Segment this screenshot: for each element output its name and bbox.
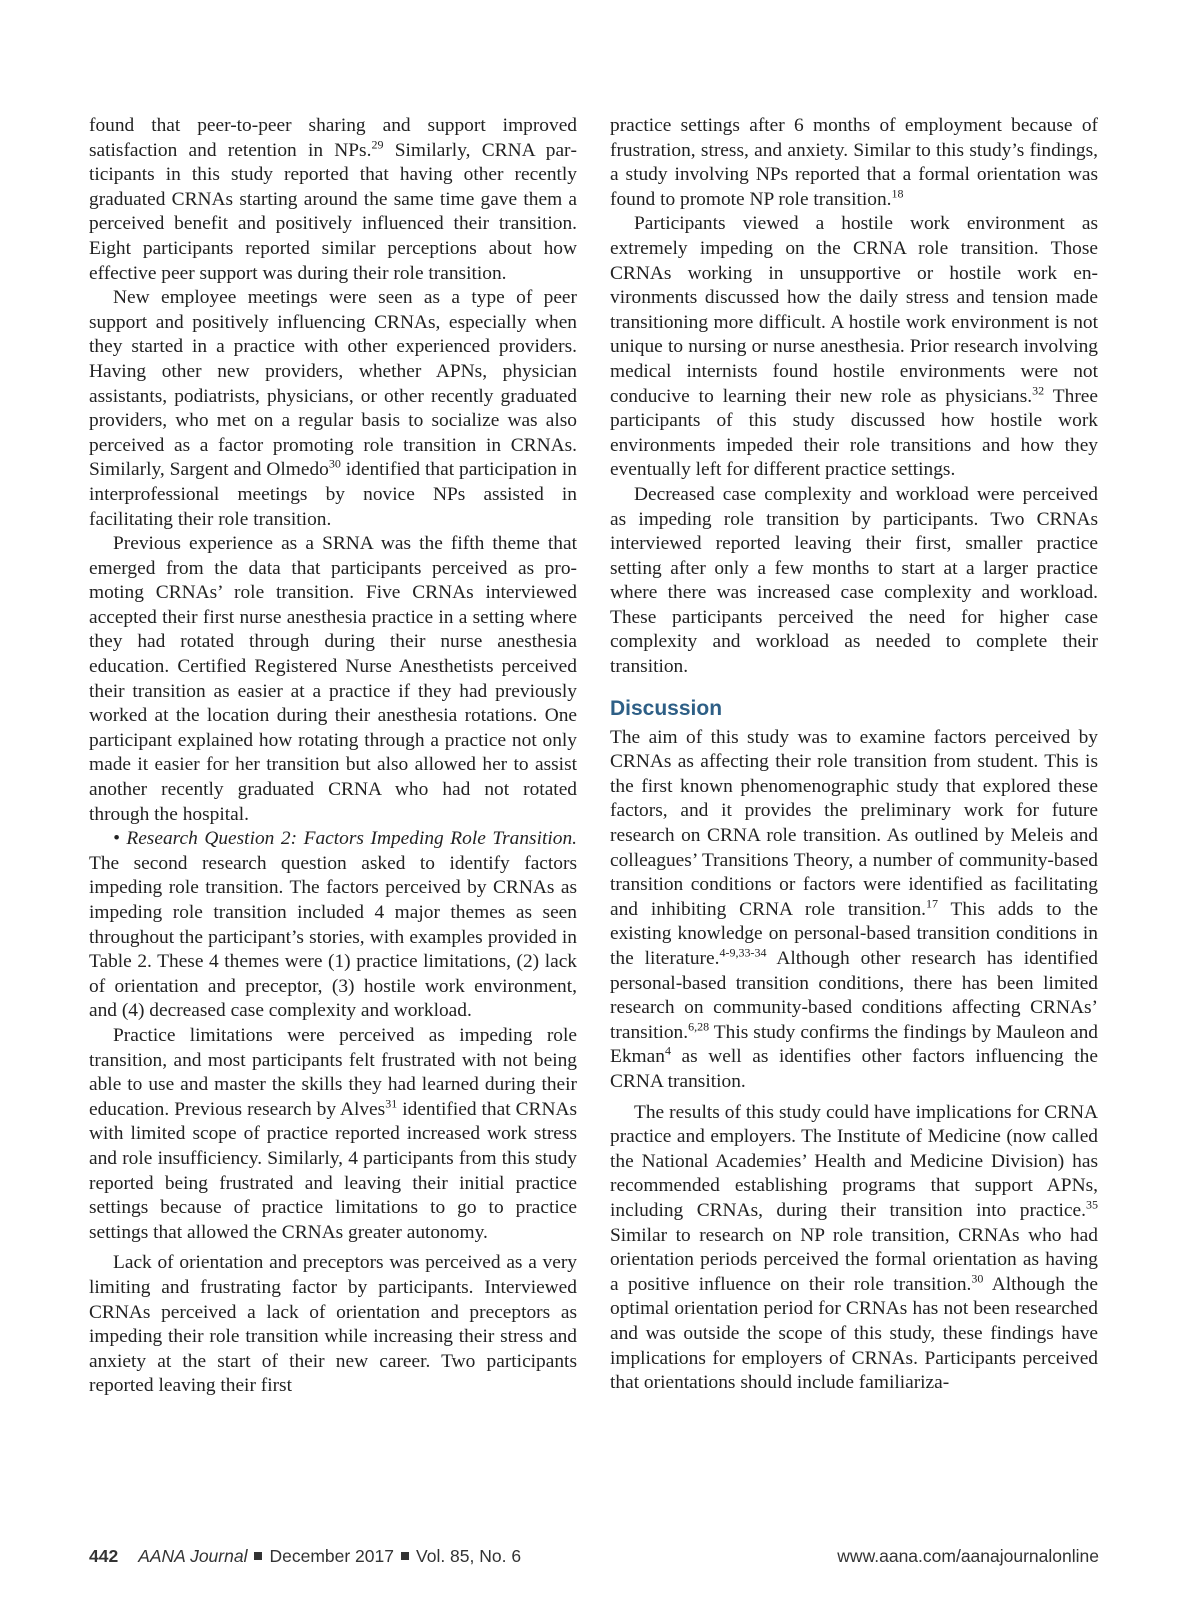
citation-superscript: 30: [328, 456, 341, 471]
journal-name: AANA Journal: [138, 1546, 248, 1566]
paragraph: Previous experience as a SRNA was the fifth theme that emerged from the data that participants perceived as promoting CRNAs’ role transition. Five CRNAs interviewed accepted their first nurse anesthesia practice in a setting where they had rotated through during their nurse anesthesia education. Certified Registered Nurse Anesthetists perceived their transition as easier at a practice if they had previously worked at the location during their anesthesia rotations. One participant explained how rotating through a practice not only made it easier for her transition but also allowed her to assist another recently graduated CRNA who had not rotated through the hospital.: [89, 533, 577, 825]
citation-superscript: 18: [891, 186, 904, 201]
citation-superscript: 31: [385, 1096, 398, 1111]
citation-superscript: 32: [1032, 383, 1045, 398]
citation-superscript: 4: [664, 1043, 671, 1058]
paragraph: practice settings after 6 months of employment because of frustration, stress, and anxiety. Similar to this study’s findings, a study involving NPs reported that a formal orientation was found to promote NP role transition.$^{18}$: [610, 115, 1098, 210]
paragraph: Practice limitations were perceived as impeding role transition, and most participants felt frustrated with not being able to use and master the skills they had learned during their education. Previous research by Alves$^{31}$ identified that CRNAs with limited scope of practice reported increased work stress and role insufficiency. Similarly, 4 participants from this study reported being frustrated and leaving their initial practice settings because of practice limitations to go to practice settings that allowed the CRNAs greater autonomy.: [89, 1024, 577, 1243]
research-question-label: • Research Question 2: Factors Impeding Role Transition.: [113, 828, 577, 850]
volume-issue: Vol. 85, No. 6: [416, 1546, 522, 1566]
section-heading-discussion: Discussion: [610, 696, 723, 720]
issue-date: December 2017: [269, 1546, 394, 1566]
citation-superscript: 35: [1085, 1197, 1098, 1212]
citation-superscript: 6,28: [688, 1019, 710, 1034]
paragraph: • Research Question 2: Factors Impeding Role Transition. The second research question asked to identify factors impeding role transition. The factors perceived by CRNAs as impeding role transition included 4 major themes as seen throughout the participant’s stories, with examples provided in Table 2. These 4 themes were (1) practice limitations, (2) lack of orientation and preceptor, (3) hostile work environment, and (4) decreased case complexity and workload.: [89, 828, 577, 1022]
page-number: 442: [89, 1546, 119, 1566]
citation-superscript: 4-9,33-34: [719, 945, 767, 960]
square-bullet-icon: [254, 1552, 262, 1560]
paragraph: The results of this study could have implications for CRNA practice and employers. The Institute of Medicine (now called the National Academies’ Health and Medicine Division) has recommended establishing programs that support APNs, including CRNAs, during their transition into practice.$^{35}$ Similar to research on NP role transition, CRNAs who had orientation periods perceived the formal orientation as having a positive influence on their role transition.$^{30}$ Although the optimal orientation period for CRNAs has not been researched and was outside the scope of this study, these findings have implications for employers of CRNAs. Participants perceived that orientations should include familiariza-: [610, 1101, 1098, 1394]
paragraph: Participants viewed a hostile work environment as extremely impeding on the CRNA role transition. Those CRNAs working in unsupportive or hostile work environments discussed how the daily stress and tension made transitioning more difficult. A hostile work environment is not unique to nursing or nurse anesthesia. Prior research involving medical internists found hostile environments were not conducive to learning their new role as physicians.$^{32}$ Three participants of this study discussed how hostile work environments impeded their role transitions and how they eventually left for different practice settings.: [610, 213, 1098, 481]
paragraph: Decreased case complexity and workload were perceived as impeding role transition by participants. Two CRNAs interviewed reported leaving their first, smaller practice setting after only a few months to start at a larger practice where there was increased case complexity and workload. These participants perceived the need for higher case complexity and workload as needed to complete their transition.: [610, 483, 1098, 678]
page-footer: [89, 1546, 1099, 1567]
citation-superscript: 29: [371, 137, 384, 152]
journal-url[interactable]: www.aana.com/aanajournalonline: [837, 1546, 1099, 1566]
left-column: [89, 114, 577, 1399]
citation-superscript: 17: [926, 896, 939, 911]
right-column: [610, 114, 1098, 1396]
citation-superscript: 30: [971, 1271, 984, 1286]
paragraph: The aim of this study was to examine factors perceived by CRNAs as affecting their role transition from student. This is the first known phenomenographic study that explored these factors, and it provides the preliminary work for future research on CRNA role transition. As outlined by Meleis and colleagues’ Transitions Theory, a number of community-based transition conditions or factors were identified as facilitating and inhibiting CRNA role transition.$^{17}$ This adds to the existing knowledge on personal-based transition conditions in the literature.$^{4-9,33-34}$ Although other research has identified personal-based transition conditions, there has been limited research on community-based conditions affecting CRNAs’ transition.$^{6,28}$ This study confirms the findings by Mauleon and Ekman$^4$ as well as identifies other factors influencing the CRNA transition.: [610, 726, 1098, 1092]
square-bullet-icon: [401, 1552, 409, 1560]
footer-left: [89, 1546, 521, 1567]
paragraph: New employee meetings were seen as a type of peer support and positively influencing CRNAs, especially when they started in a practice with other experienced providers. Having other new providers, whether APNs, physician assistants, podiatrists, physicians, or other recently graduated providers, who met on a regular basis to socialize was also perceived as a factor promoting role transition in CRNAs. Similarly, Sargent and Olmedo$^{30}$ identified that participation in interprofessional meetings by novice NPs assisted in facilitating their role transition.: [89, 287, 577, 530]
paragraph: Lack of orientation and preceptors was perceived as a very limiting and frustrating factor by participants. Interviewed CRNAs perceived a lack of orientation and preceptors as impeding their role transition while increasing their stress and anxiety at the start of their new career. Two participants reported leaving their first: [89, 1252, 577, 1397]
paragraph: found that peer-to-peer sharing and support improved satisfaction and retention in NPs.$^{29}$ Similarly, CRNA participants in this study reported that having other recently graduated CRNAs starting around the same time gave them a perceived benefit and positively influenced their transition. Eight participants reported similar perceptions about how effective peer support was during their role transition.: [89, 115, 577, 284]
